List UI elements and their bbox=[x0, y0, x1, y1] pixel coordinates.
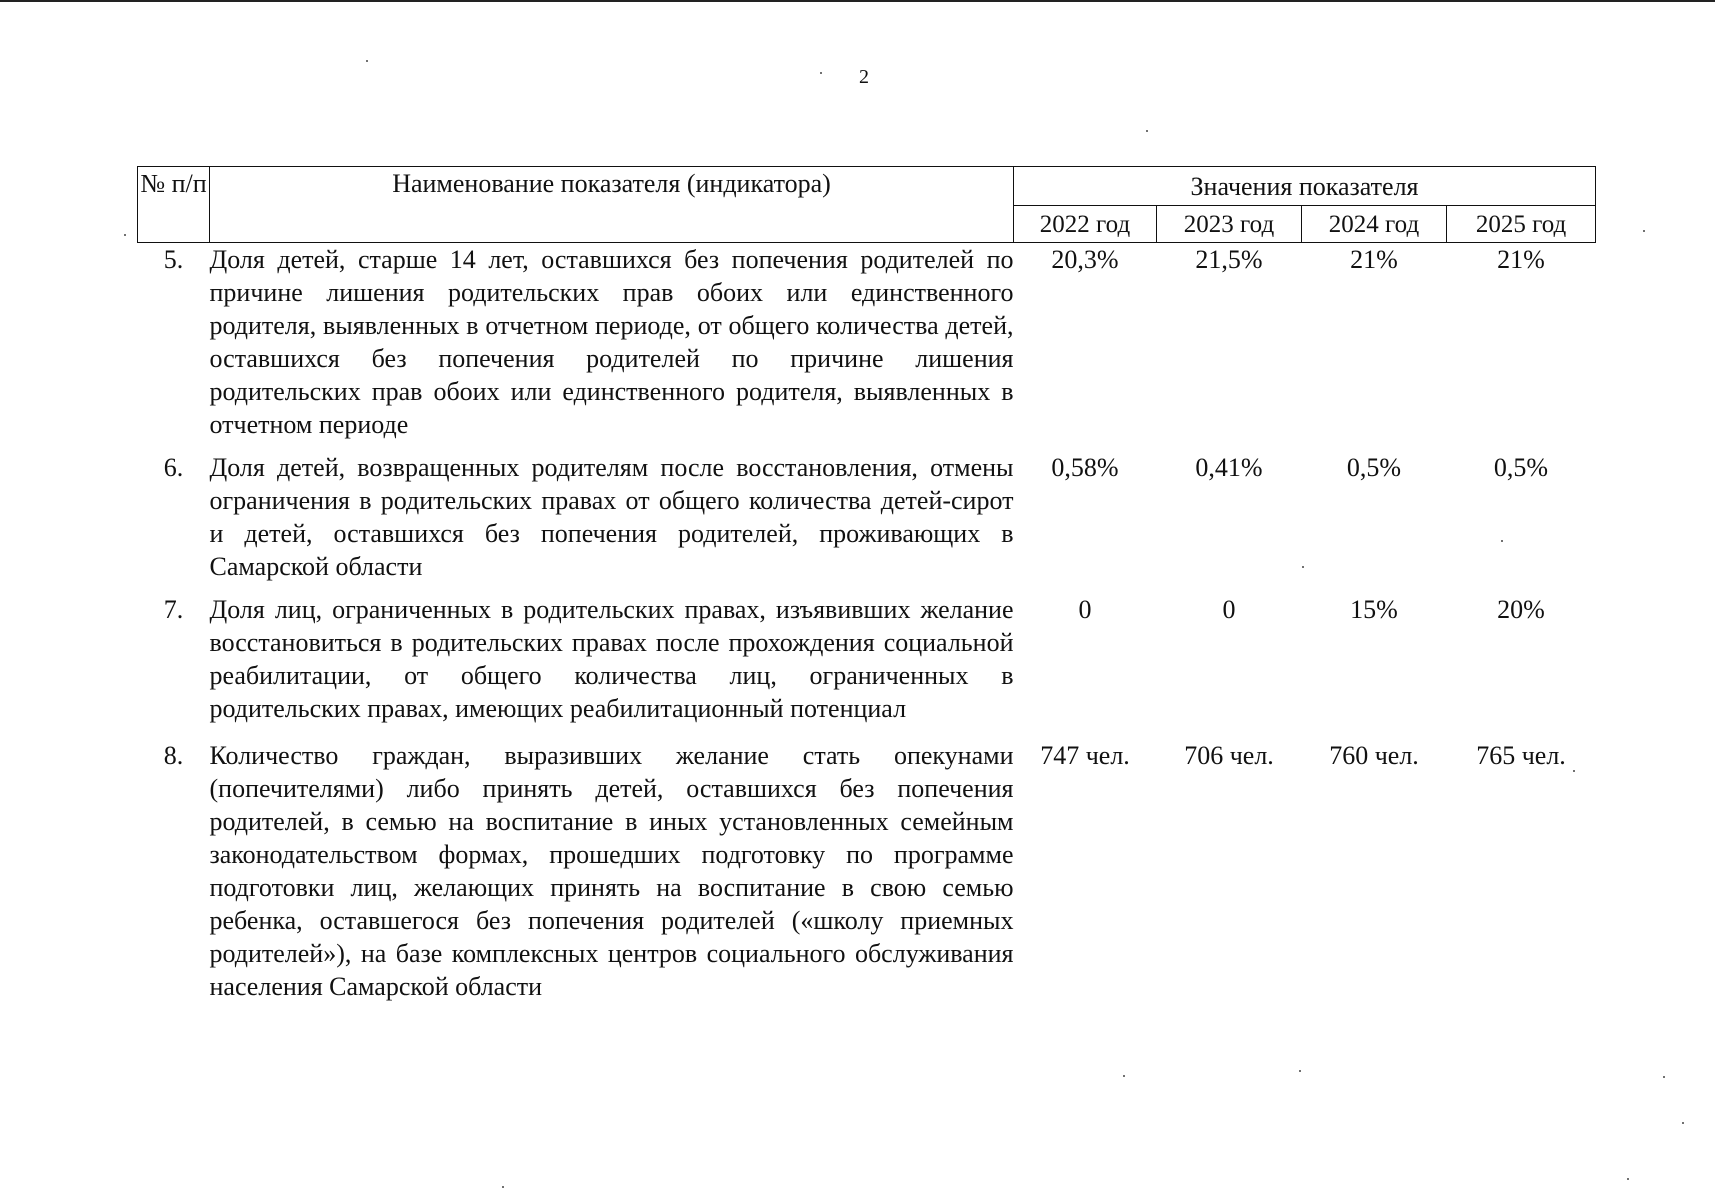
scan-speck bbox=[1643, 230, 1645, 232]
indicator-value-2024: 21% bbox=[1350, 245, 1398, 274]
row-number: 6. bbox=[163, 453, 184, 482]
column-header-year: 2022 год bbox=[1014, 206, 1157, 243]
column-header-number: № п/п bbox=[138, 167, 210, 243]
scan-speck bbox=[1146, 130, 1148, 132]
page-number: 2 bbox=[859, 66, 869, 88]
indicator-value-2022: 0 bbox=[1078, 595, 1092, 624]
indicator-value-2022: 20,3% bbox=[1051, 245, 1119, 274]
indicator-value-2022: 747 чел. bbox=[1040, 741, 1130, 770]
indicator-value-2024: 760 чел. bbox=[1329, 741, 1419, 770]
scan-speck bbox=[1663, 1076, 1665, 1078]
indicator-value-2023: 0,41% bbox=[1195, 453, 1263, 482]
indicators-table bbox=[137, 166, 1596, 1003]
column-header-indicator-values: Значения показателя bbox=[1014, 167, 1596, 206]
top-border-line bbox=[0, 0, 1715, 2]
table-row bbox=[138, 243, 1596, 452]
scan-speck bbox=[1501, 540, 1503, 542]
scan-speck bbox=[124, 234, 126, 236]
indicator-value-2024: 0,5% bbox=[1346, 453, 1402, 482]
indicator-value-2023: 0 bbox=[1222, 595, 1236, 624]
column-header-year: 2025 год bbox=[1447, 206, 1596, 243]
scan-speck bbox=[1573, 770, 1575, 772]
table-row bbox=[138, 739, 1596, 1003]
scan-speck bbox=[1302, 566, 1304, 568]
scan-speck bbox=[820, 72, 822, 74]
indicator-value-2022: 0,58% bbox=[1051, 453, 1119, 482]
column-header-year: 2023 год bbox=[1157, 206, 1302, 243]
row-number: 7. bbox=[163, 595, 184, 624]
indicator-value-2025: 20% bbox=[1497, 595, 1545, 624]
indicator-value-2025: 0,5% bbox=[1493, 453, 1549, 482]
indicator-value-2023: 21,5% bbox=[1195, 245, 1263, 274]
column-header-year: 2024 год bbox=[1302, 206, 1447, 243]
row-number: 8. bbox=[163, 741, 184, 770]
table-row bbox=[138, 593, 1596, 739]
scan-speck bbox=[366, 60, 368, 62]
scan-speck bbox=[502, 1186, 504, 1188]
scan-speck bbox=[1627, 1178, 1629, 1180]
row-number: 5. bbox=[163, 245, 184, 274]
indicator-value-2023: 706 чел. bbox=[1184, 741, 1274, 770]
indicator-description: Доля детей, старше 14 лет, оставшихся без попечения родителей по причине лишения родительских прав обоих или единственного родителя, выявленных в отчетном периоде, от общего количества детей, оставшихся без попечения родителей по причине лишения родительских прав обоих или единственного родителя, выявленных в отчетном периоде bbox=[209, 245, 1014, 439]
column-header-indicator-name: Наименование показателя (индикатора) bbox=[210, 167, 1014, 243]
indicator-value-2025: 21% bbox=[1497, 245, 1545, 274]
table-row bbox=[138, 451, 1596, 593]
scan-speck bbox=[1123, 1075, 1125, 1077]
indicator-description: Доля лиц, ограниченных в родительских правах, изъявивших желание восстановиться в родительских правах после прохождения социальной реабилитации, от общего количества лиц, ограниченных в родительских правах, имеющих реабилитационный потенциал bbox=[209, 595, 1014, 723]
indicator-value-2024: 15% bbox=[1350, 595, 1398, 624]
indicator-value-2025: 765 чел. bbox=[1476, 741, 1566, 770]
scan-speck bbox=[1299, 1070, 1301, 1072]
indicator-description: Доля детей, возвращенных родителям после восстановления, отмены ограничения в родительских правах от общего количества детей-сирот и детей, оставшихся без попечения родителей, проживающих в Самарской области bbox=[209, 453, 1014, 581]
table-header bbox=[138, 167, 1596, 243]
indicator-description: Количество граждан, выразивших желание стать опекунами (попечителями) либо принять детей, оставшихся без попечения родителей, в семью на воспитание в иных установленных семейным законодательством формах, прошедших подготовку по программе подготовки лиц, желающих принять на воспитание в свою семью ребенка, оставшегося без попечения родителей («школу приемных родителей»), на базе комплексных центров социального обслуживания населения Самарской области bbox=[209, 741, 1014, 1001]
scan-speck bbox=[1682, 1122, 1684, 1124]
